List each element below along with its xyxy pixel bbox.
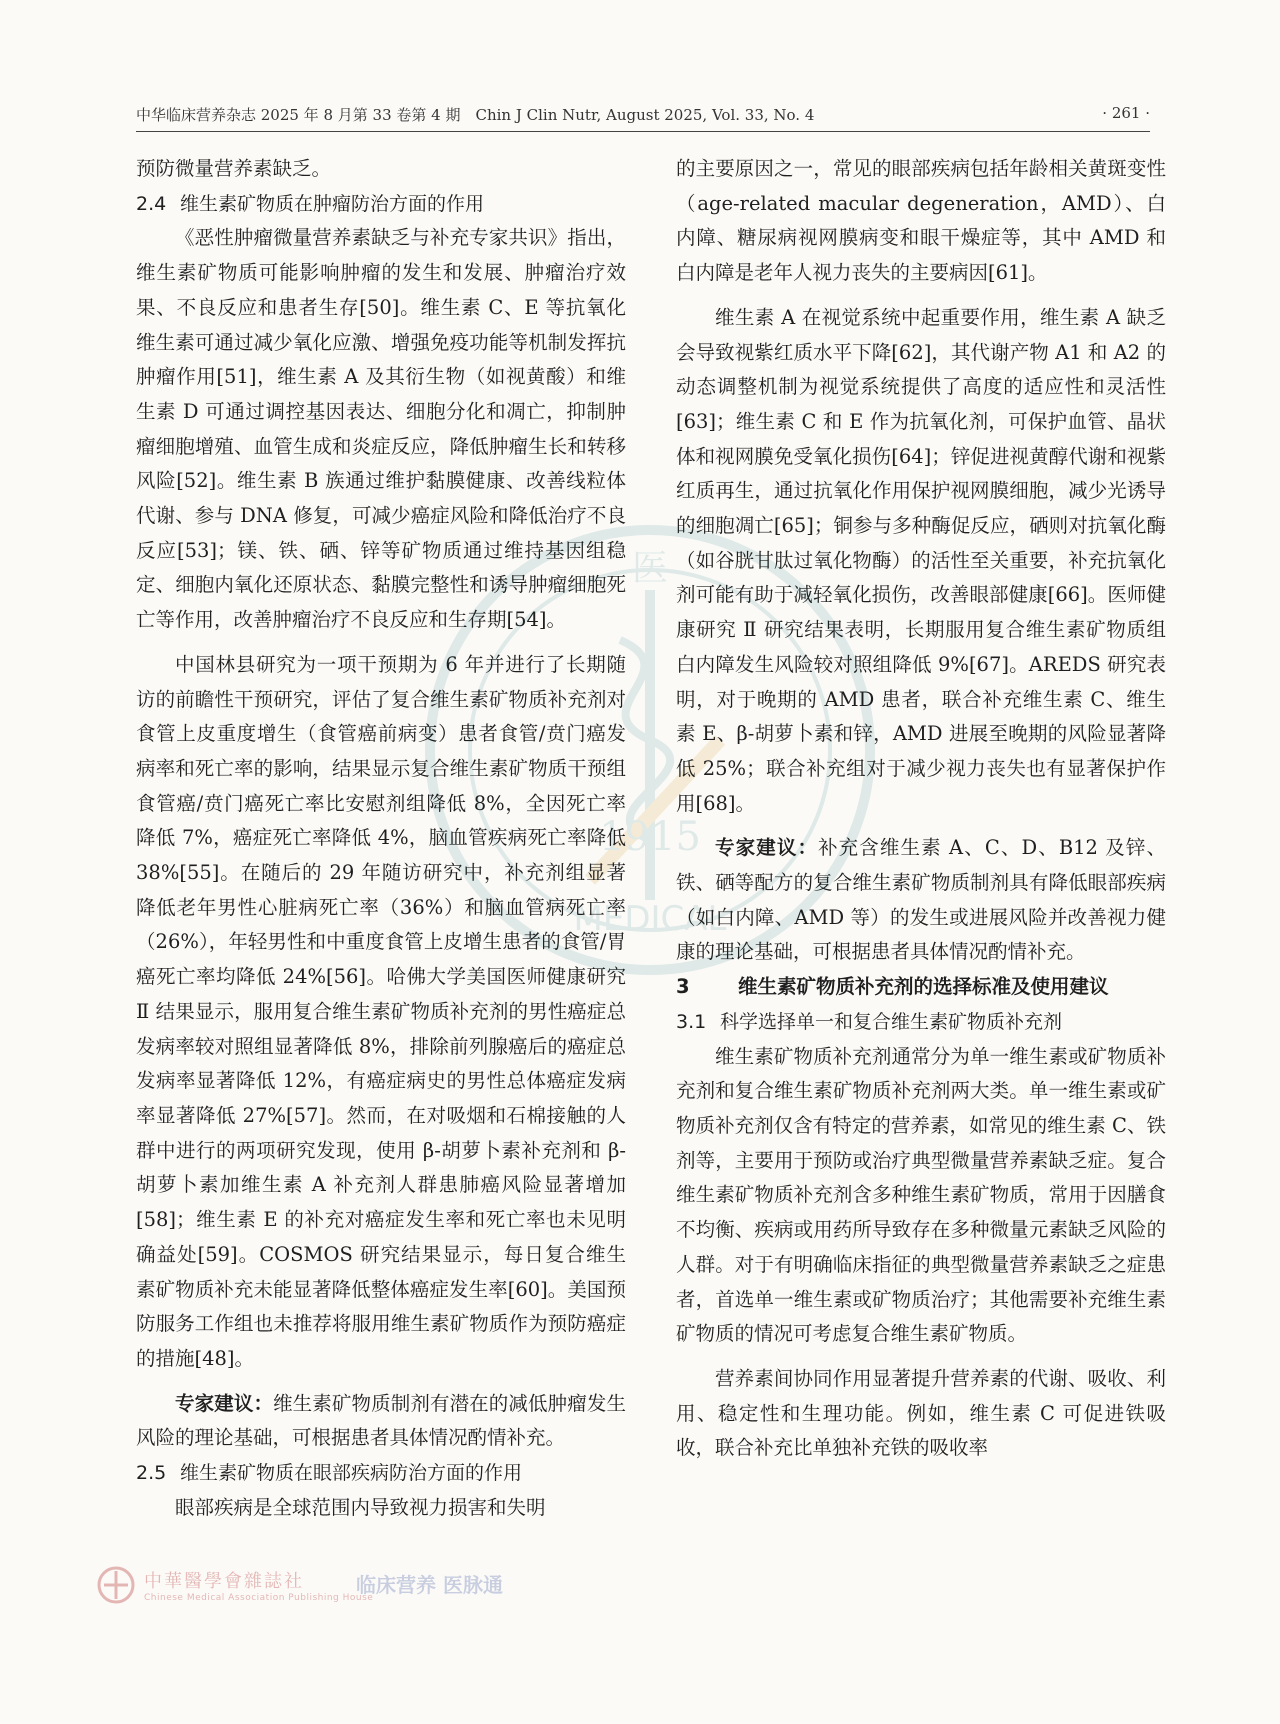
section-number: 2.5	[136, 1462, 167, 1485]
page-number: · 261 ·	[1102, 104, 1150, 122]
section-number: 3	[676, 975, 690, 999]
publisher-name: 中華醫學會雜誌社	[144, 1571, 304, 1592]
watermark-text: MEDICAL	[573, 899, 727, 939]
paragraph: 维生素矿物质补充剂通常分为单一维生素或矿物质补充剂和复合维生素矿物质补充剂两大类。单一维生素或矿物质补充剂仅含有特定的营养素，如常见的维生素 C、铁剂等，主要用于预防或治疗典型微量营养素缺乏症。复合维生素矿物质补充剂含多种维生素矿物质，常用于因膳食不均衡、疾病或用药所导致存在多种微量元素缺乏风险的人群。对于有明确临床指征的典型微量营养素缺乏之症患者，首选单一维生素或矿物质治疗；其他需要补充维生素矿物质的情况可考虑复合维生素矿物质。	[676, 1044, 1166, 1346]
paragraph: 维生素 A 在视觉系统中起重要作用，维生素 A 缺乏会导致视紫红质水平下降[62]，其代谢产物 A1 和 A2 的动态调整机制为视觉系统提供了高度的适应性和灵活性[63]；维生素 C 和 E 作为抗氧化剂，可保护血管、晶状体和视网膜免受氧化损伤[64]；锌促进视黄醇代谢和视紫红质再生，通过抗氧化作用保护视网膜细胞，减少光诱导的细胞凋亡[65]；铜参与多种酶促反应，硒则对抗氧化酶（如谷胱甘肽过氧化物酶）的活性至关重要，补充抗氧化剂可能有助于减轻氧化损伤，改善眼部健康[66]。医师健康研究 Ⅱ 研究结果表明，长期服用复合维生素矿物质组白内障发生风险较对照组降低 9%[67]。AREDS 研究表明，对于晚期的 AMD 患者，联合补充维生素 C、维生素 E、β-胡萝卜素和锌，AMD 进展至晚期的风险显著降低 25%；联合补充组对于减少视力丧失也有显著保护作用[68]。	[676, 305, 1166, 815]
running-header	[136, 104, 1150, 128]
paragraph: 中国林县研究为一项干预期为 6 年并进行了长期随访的前瞻性干预研究，评估了复合维生素矿物质补充剂对食管上皮重度增生（食管癌前病变）患者食管/贲门癌发病率和死亡率的影响，结果显示复合维生素矿物质干预组食管癌/贲门癌死亡率比安慰剂组降低 8%，全因死亡率降低 7%，癌症死亡率降低 4%，脑血管疾病死亡率降低 38%[55]。在随后的 29 年随访研究中，补充剂组显著降低老年男性心脏病死亡率（36%）和脑血管病死亡率（26%），年轻男性和中重度食管上皮增生患者的食管/胃癌死亡率均降低 24%[56]。哈佛大学美国医师健康研究 Ⅱ 结果显示，服用复合维生素矿物质补充剂的男性癌症总发病率较对照组显著降低 8%，排除前列腺癌后的癌症总发病率显著降低 12%，有癌症病史的男性总体癌症发病率显著降低 27%[57]。然而，在对吸烟和石棉接触的人群中进行的两项研究发现，使用 β-胡萝卜素补充剂和 β-胡萝卜素加维生素 A 补充剂人群患肺癌风险显著增加[58]；维生素 E 的补充对癌症发生率和死亡率也未见明确益处[59]。COSMOS 研究结果显示，每日复合维生素矿物质补充未能显著降低整体癌症发生率[60]。美国预防服务工作组也未推荐将服用维生素矿物质作为预防癌症的措施[48]。	[136, 652, 626, 1370]
expert-advice-paragraph	[676, 831, 1166, 970]
watermark-year: 1915	[599, 814, 701, 860]
section-heading-3	[676, 970, 1166, 1005]
publisher-name-en: Chinese Medical Association Publishing House	[144, 1593, 374, 1603]
section-title: 维生素矿物质在肿瘤防治方面的作用	[180, 192, 485, 215]
paragraph: 《恶性肿瘤微量营养素缺乏与补充专家共识》指出，维生素矿物质可能影响肿瘤的发生和发展、肿瘤治疗效果、不良反应和患者生存[50]。维生素 C、E 等抗氧化维生素可通过减少氧化应激、增强免疫功能等机制发挥抗肿瘤作用[51]，维生素 A 及其衍生物（如视黄酸）和维生素 D 可通过调控基因表达、细胞分化和凋亡，抑制肿瘤细胞增殖、血管生成和炎症反应，降低肿瘤生长和转移风险[52]。维生素 B 族通过维护黏膜健康、改善线粒体代谢、参与 DNA 修复，可减少癌症风险和降低治疗不良反应[53]；镁、铁、硒、锌等矿物质通过维持基因组稳定、细胞内氧化还原状态、黏膜完整性和诱导肿瘤细胞死亡等作用，改善肿瘤治疗不良反应和生存期[54]。	[136, 226, 626, 632]
left-column	[136, 152, 626, 1525]
expert-advice-text: 补充含维生素 A、C、D、B12 及锌、铁、硒等配方的复合维生素矿物质制剂具有降低眼部疾病（如白内障、AMD 等）的发生或进展风险并改善视力健康的理论基础，可根据患者具体情况酌情补充。	[676, 836, 1166, 964]
expert-advice-label: 专家建议：	[175, 1391, 274, 1415]
section-heading-2-4	[136, 187, 626, 222]
section-number: 3.1	[676, 1010, 707, 1033]
paragraph: 眼部疾病是全球范围内导致视力损害和失明	[175, 1495, 546, 1519]
section-heading-3-1	[676, 1005, 1166, 1040]
section-title: 科学选择单一和复合维生素矿物质补充剂	[720, 1010, 1063, 1033]
section-title: 维生素矿物质在眼部疾病防治方面的作用	[180, 1462, 523, 1485]
journal-citation: 中华临床营养杂志 2025 年 8 月第 33 卷第 4 期 Chin J Clin Nutr, August 2025, Vol. 33, No. 4	[136, 106, 815, 124]
section-title: 维生素矿物质补充剂的选择标准及使用建议	[738, 975, 1109, 999]
paragraph: 预防微量营养素缺乏。	[136, 157, 332, 180]
expert-advice-label: 专家建议：	[715, 836, 819, 860]
watermark-char: 医	[631, 548, 669, 589]
section-heading-2-5	[136, 1456, 626, 1491]
paragraph: 的主要原因之一，常见的眼部疾病包括年龄相关黄斑变性（age-related macular degeneration，AMD）、白内障、糖尿病视网膜病变和眼干燥症等，其中 AMD 和白内障是老年人视力丧失的主要病因[61]。	[676, 157, 1166, 285]
publisher-logo	[96, 1565, 616, 1625]
right-column	[676, 152, 1166, 1466]
section-number: 2.4	[136, 192, 167, 215]
platform-brand: 临床营养 医脉通	[356, 1573, 503, 1597]
expert-advice-paragraph	[136, 1387, 626, 1456]
paragraph: 营养素间协同作用显著提升营养素的代谢、吸收、利用、稳定性和生理功能。例如，维生素 C 可促进铁吸收，联合补充比单独补充铁的吸收率	[676, 1366, 1166, 1460]
header-rule	[136, 131, 1150, 132]
expert-advice-text: 维生素矿物质制剂有潜在的减低肿瘤发生风险的理论基础，可根据患者具体情况酌情补充。	[136, 1391, 626, 1450]
publisher-emblem-icon	[96, 1565, 136, 1605]
